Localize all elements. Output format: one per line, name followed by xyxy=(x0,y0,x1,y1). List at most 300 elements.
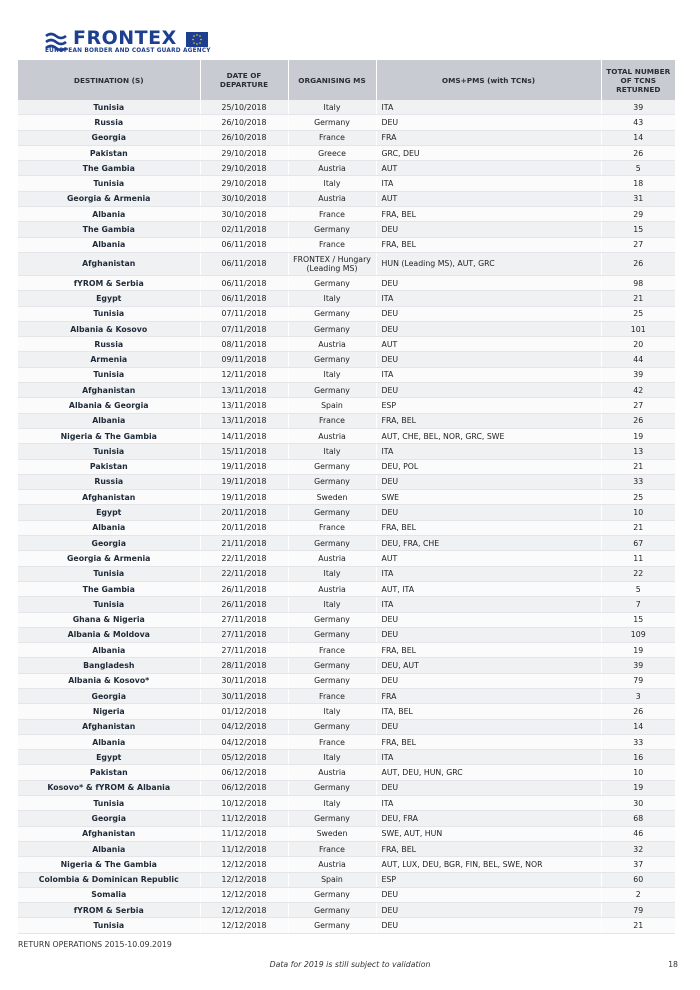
organising-ms-cell: Italy xyxy=(288,176,376,191)
table-row xyxy=(18,291,675,306)
oms-pms-cell: DEU xyxy=(376,321,601,336)
destination-cell: Armenia xyxy=(18,352,200,367)
organising-ms-cell: Germany xyxy=(288,275,376,290)
organising-ms-cell: Italy xyxy=(288,796,376,811)
table-row xyxy=(18,750,675,765)
organising-ms-cell: France xyxy=(288,841,376,856)
table-row xyxy=(18,207,675,222)
date-cell: 06/11/2018 xyxy=(200,252,288,275)
table-row xyxy=(18,719,675,734)
total-cell: 67 xyxy=(601,536,675,551)
total-cell: 37 xyxy=(601,857,675,872)
destination-cell: Pakistan xyxy=(18,145,200,160)
destination-cell: Tunisia xyxy=(18,444,200,459)
date-cell: 27/11/2018 xyxy=(200,627,288,642)
oms-pms-cell: FRA xyxy=(376,688,601,703)
oms-pms-cell: DEU xyxy=(376,222,601,237)
organising-ms-cell: France xyxy=(288,520,376,535)
total-cell: 79 xyxy=(601,903,675,918)
date-cell: 04/12/2018 xyxy=(200,719,288,734)
organising-ms-cell: Italy xyxy=(288,444,376,459)
table-row xyxy=(18,176,675,191)
oms-pms-cell: AUT xyxy=(376,191,601,206)
oms-pms-cell: ITA xyxy=(376,100,601,115)
total-cell: 22 xyxy=(601,566,675,581)
table-row xyxy=(18,337,675,352)
date-cell: 27/11/2018 xyxy=(200,612,288,627)
destination-cell: The Gambia xyxy=(18,161,200,176)
total-cell: 11 xyxy=(601,551,675,566)
destination-cell: Albania & Kosovo* xyxy=(18,673,200,688)
destination-cell: Tunisia xyxy=(18,597,200,612)
organising-ms-cell: Italy xyxy=(288,750,376,765)
oms-pms-cell: FRA, BEL xyxy=(376,207,601,222)
organising-ms-cell: France xyxy=(288,130,376,145)
total-cell: 3 xyxy=(601,688,675,703)
return-operations-table-container xyxy=(18,60,675,934)
total-cell: 33 xyxy=(601,734,675,749)
oms-pms-cell: DEU xyxy=(376,719,601,734)
oms-pms-cell: ITA xyxy=(376,444,601,459)
total-cell: 26 xyxy=(601,145,675,160)
table-row xyxy=(18,627,675,642)
date-cell: 13/11/2018 xyxy=(200,383,288,398)
total-cell: 15 xyxy=(601,222,675,237)
footer-report-title: RETURN OPERATIONS 2015-10.09.2019 xyxy=(18,940,172,949)
destination-cell: The Gambia xyxy=(18,222,200,237)
oms-pms-cell: ESP xyxy=(376,872,601,887)
date-cell: 07/11/2018 xyxy=(200,321,288,336)
oms-pms-cell: DEU xyxy=(376,115,601,130)
organising-ms-cell: Sweden xyxy=(288,826,376,841)
oms-pms-cell: DEU, FRA xyxy=(376,811,601,826)
total-cell: 14 xyxy=(601,719,675,734)
oms-pms-cell: DEU xyxy=(376,505,601,520)
table-row xyxy=(18,352,675,367)
oms-pms-cell: AUT, CHE, BEL, NOR, GRC, SWE xyxy=(376,428,601,443)
oms-pms-cell: DEU xyxy=(376,887,601,902)
destination-cell: Albania & Kosovo xyxy=(18,321,200,336)
oms-pms-cell: AUT xyxy=(376,337,601,352)
table-row xyxy=(18,581,675,596)
total-cell: 42 xyxy=(601,383,675,398)
oms-pms-cell: FRA xyxy=(376,130,601,145)
oms-pms-cell: SWE, AUT, HUN xyxy=(376,826,601,841)
organising-ms-cell: Germany xyxy=(288,222,376,237)
table-row xyxy=(18,857,675,872)
total-cell: 10 xyxy=(601,765,675,780)
table-row xyxy=(18,903,675,918)
oms-pms-cell: DEU xyxy=(376,673,601,688)
date-cell: 25/10/2018 xyxy=(200,100,288,115)
destination-cell: Tunisia xyxy=(18,100,200,115)
total-cell: 98 xyxy=(601,275,675,290)
total-cell: 79 xyxy=(601,673,675,688)
organising-ms-cell: France xyxy=(288,237,376,252)
oms-pms-cell: ESP xyxy=(376,398,601,413)
total-cell: 27 xyxy=(601,398,675,413)
frontex-header xyxy=(45,29,285,57)
total-cell: 25 xyxy=(601,306,675,321)
oms-pms-cell: AUT, ITA xyxy=(376,581,601,596)
table-row xyxy=(18,428,675,443)
oms-pms-cell: HUN (Leading MS), AUT, GRC xyxy=(376,252,601,275)
date-cell: 30/10/2018 xyxy=(200,191,288,206)
total-cell: 27 xyxy=(601,237,675,252)
organising-ms-cell: Germany xyxy=(288,115,376,130)
organising-ms-cell: Germany xyxy=(288,321,376,336)
date-cell: 14/11/2018 xyxy=(200,428,288,443)
column-header-oms-pms: OMS+PMS (with TCNs) xyxy=(376,60,601,100)
oms-pms-cell: ITA xyxy=(376,566,601,581)
organising-ms-cell: Spain xyxy=(288,398,376,413)
organising-ms-cell: Germany xyxy=(288,459,376,474)
column-header-total: TOTAL NUMBER OF TCNS RETURNED xyxy=(601,60,675,100)
destination-cell: Bangladesh xyxy=(18,658,200,673)
footer-validation-note: Data for 2019 is still subject to validation xyxy=(269,960,431,969)
oms-pms-cell: AUT xyxy=(376,551,601,566)
oms-pms-cell: AUT xyxy=(376,161,601,176)
total-cell: 5 xyxy=(601,161,675,176)
organising-ms-cell: Germany xyxy=(288,474,376,489)
oms-pms-cell: AUT, DEU, HUN, GRC xyxy=(376,765,601,780)
table-row xyxy=(18,597,675,612)
destination-cell: Kosovo* & fYROM & Albania xyxy=(18,780,200,795)
total-cell: 43 xyxy=(601,115,675,130)
table-row xyxy=(18,765,675,780)
date-cell: 12/12/2018 xyxy=(200,857,288,872)
total-cell: 39 xyxy=(601,100,675,115)
oms-pms-cell: AUT, LUX, DEU, BGR, FIN, BEL, SWE, NOR xyxy=(376,857,601,872)
logo-name: FRONTEX xyxy=(73,27,177,49)
destination-cell: Georgia xyxy=(18,811,200,826)
total-cell: 25 xyxy=(601,490,675,505)
destination-cell: Tunisia xyxy=(18,566,200,581)
oms-pms-cell: DEU xyxy=(376,903,601,918)
organising-ms-cell: France xyxy=(288,688,376,703)
table-row xyxy=(18,459,675,474)
destination-cell: fYROM & Serbia xyxy=(18,275,200,290)
table-row xyxy=(18,566,675,581)
date-cell: 12/12/2018 xyxy=(200,903,288,918)
total-cell: 19 xyxy=(601,428,675,443)
oms-pms-cell: FRA, BEL xyxy=(376,643,601,658)
oms-pms-cell: FRA, BEL xyxy=(376,237,601,252)
destination-cell: Colombia & Dominican Republic xyxy=(18,872,200,887)
total-cell: 21 xyxy=(601,291,675,306)
total-cell: 5 xyxy=(601,581,675,596)
organising-ms-cell: Italy xyxy=(288,704,376,719)
table-row xyxy=(18,673,675,688)
date-cell: 20/11/2018 xyxy=(200,520,288,535)
total-cell: 68 xyxy=(601,811,675,826)
destination-cell: Afghanistan xyxy=(18,490,200,505)
table-row xyxy=(18,100,675,115)
table-row xyxy=(18,811,675,826)
table-row xyxy=(18,796,675,811)
oms-pms-cell: DEU xyxy=(376,352,601,367)
date-cell: 13/11/2018 xyxy=(200,413,288,428)
organising-ms-cell: Italy xyxy=(288,566,376,581)
destination-cell: Nigeria & The Gambia xyxy=(18,857,200,872)
table-row xyxy=(18,536,675,551)
table-row xyxy=(18,704,675,719)
destination-cell: Egypt xyxy=(18,750,200,765)
table-header-row xyxy=(18,60,675,100)
organising-ms-cell: Italy xyxy=(288,291,376,306)
date-cell: 11/12/2018 xyxy=(200,811,288,826)
table-row xyxy=(18,237,675,252)
table-row xyxy=(18,306,675,321)
total-cell: 15 xyxy=(601,612,675,627)
eu-flag-icon xyxy=(186,32,208,47)
date-cell: 19/11/2018 xyxy=(200,474,288,489)
total-cell: 13 xyxy=(601,444,675,459)
oms-pms-cell: DEU xyxy=(376,612,601,627)
total-cell: 19 xyxy=(601,780,675,795)
organising-ms-cell: Germany xyxy=(288,658,376,673)
date-cell: 12/12/2018 xyxy=(200,887,288,902)
organising-ms-cell: France xyxy=(288,643,376,658)
date-cell: 06/12/2018 xyxy=(200,765,288,780)
destination-cell: Russia xyxy=(18,474,200,489)
table-row xyxy=(18,887,675,902)
date-cell: 22/11/2018 xyxy=(200,566,288,581)
date-cell: 30/11/2018 xyxy=(200,673,288,688)
table-row xyxy=(18,161,675,176)
oms-pms-cell: SWE xyxy=(376,490,601,505)
organising-ms-cell: Greece xyxy=(288,145,376,160)
oms-pms-cell: DEU xyxy=(376,383,601,398)
date-cell: 26/10/2018 xyxy=(200,115,288,130)
total-cell: 19 xyxy=(601,643,675,658)
organising-ms-cell: Austria xyxy=(288,337,376,352)
organising-ms-cell: France xyxy=(288,734,376,749)
organising-ms-cell: Austria xyxy=(288,581,376,596)
oms-pms-cell: DEU xyxy=(376,627,601,642)
table-row xyxy=(18,658,675,673)
total-cell: 101 xyxy=(601,321,675,336)
table-row xyxy=(18,505,675,520)
destination-cell: Egypt xyxy=(18,291,200,306)
date-cell: 26/10/2018 xyxy=(200,130,288,145)
destination-cell: Albania xyxy=(18,841,200,856)
date-cell: 19/11/2018 xyxy=(200,459,288,474)
date-cell: 21/11/2018 xyxy=(200,536,288,551)
destination-cell: Albania xyxy=(18,520,200,535)
table-row xyxy=(18,688,675,703)
organising-ms-cell: Germany xyxy=(288,811,376,826)
oms-pms-cell: DEU xyxy=(376,275,601,290)
date-cell: 01/12/2018 xyxy=(200,704,288,719)
destination-cell: Afghanistan xyxy=(18,252,200,275)
table-row xyxy=(18,191,675,206)
date-cell: 28/11/2018 xyxy=(200,658,288,673)
date-cell: 13/11/2018 xyxy=(200,398,288,413)
date-cell: 02/11/2018 xyxy=(200,222,288,237)
destination-cell: Albania xyxy=(18,643,200,658)
date-cell: 10/12/2018 xyxy=(200,796,288,811)
total-cell: 39 xyxy=(601,367,675,382)
destination-cell: Nigeria & The Gambia xyxy=(18,428,200,443)
destination-cell: Albania & Georgia xyxy=(18,398,200,413)
date-cell: 30/10/2018 xyxy=(200,207,288,222)
organising-ms-cell: Austria xyxy=(288,161,376,176)
page-number: 18 xyxy=(668,960,678,969)
date-cell: 11/12/2018 xyxy=(200,841,288,856)
date-cell: 07/11/2018 xyxy=(200,306,288,321)
table-row xyxy=(18,275,675,290)
table-row xyxy=(18,520,675,535)
oms-pms-cell: ITA xyxy=(376,367,601,382)
destination-cell: Tunisia xyxy=(18,306,200,321)
oms-pms-cell: ITA xyxy=(376,176,601,191)
date-cell: 22/11/2018 xyxy=(200,551,288,566)
date-cell: 06/11/2018 xyxy=(200,291,288,306)
total-cell: 109 xyxy=(601,627,675,642)
destination-cell: Afghanistan xyxy=(18,383,200,398)
total-cell: 29 xyxy=(601,207,675,222)
organising-ms-cell: Spain xyxy=(288,872,376,887)
date-cell: 29/10/2018 xyxy=(200,145,288,160)
table-row xyxy=(18,780,675,795)
logo-subtitle: EUROPEAN BORDER AND COAST GUARD AGENCY xyxy=(45,48,211,54)
total-cell: 26 xyxy=(601,704,675,719)
organising-ms-cell: FRONTEX / Hungary (Leading MS) xyxy=(288,252,376,275)
total-cell: 46 xyxy=(601,826,675,841)
organising-ms-cell: France xyxy=(288,207,376,222)
destination-cell: Somalia xyxy=(18,887,200,902)
total-cell: 30 xyxy=(601,796,675,811)
date-cell: 09/11/2018 xyxy=(200,352,288,367)
destination-cell: Tunisia xyxy=(18,796,200,811)
total-cell: 20 xyxy=(601,337,675,352)
table-row xyxy=(18,872,675,887)
date-cell: 12/11/2018 xyxy=(200,367,288,382)
destination-cell: Russia xyxy=(18,337,200,352)
oms-pms-cell: DEU xyxy=(376,918,601,933)
organising-ms-cell: Italy xyxy=(288,597,376,612)
table-row xyxy=(18,413,675,428)
organising-ms-cell: Italy xyxy=(288,367,376,382)
date-cell: 26/11/2018 xyxy=(200,597,288,612)
oms-pms-cell: DEU xyxy=(376,306,601,321)
organising-ms-cell: Italy xyxy=(288,100,376,115)
total-cell: 14 xyxy=(601,130,675,145)
total-cell: 7 xyxy=(601,597,675,612)
destination-cell: Afghanistan xyxy=(18,826,200,841)
destination-cell: fYROM & Serbia xyxy=(18,903,200,918)
oms-pms-cell: FRA, BEL xyxy=(376,413,601,428)
total-cell: 39 xyxy=(601,658,675,673)
organising-ms-cell: Germany xyxy=(288,536,376,551)
total-cell: 44 xyxy=(601,352,675,367)
organising-ms-cell: Austria xyxy=(288,191,376,206)
table-row xyxy=(18,826,675,841)
destination-cell: Georgia & Armenia xyxy=(18,551,200,566)
organising-ms-cell: Germany xyxy=(288,887,376,902)
table-row xyxy=(18,474,675,489)
destination-cell: Pakistan xyxy=(18,459,200,474)
table-row xyxy=(18,367,675,382)
destination-cell: Tunisia xyxy=(18,176,200,191)
organising-ms-cell: France xyxy=(288,413,376,428)
organising-ms-cell: Germany xyxy=(288,612,376,627)
table-row xyxy=(18,734,675,749)
oms-pms-cell: FRA, BEL xyxy=(376,520,601,535)
destination-cell: Pakistan xyxy=(18,765,200,780)
oms-pms-cell: DEU, FRA, CHE xyxy=(376,536,601,551)
total-cell: 26 xyxy=(601,252,675,275)
organising-ms-cell: Germany xyxy=(288,627,376,642)
table-row xyxy=(18,145,675,160)
destination-cell: Albania xyxy=(18,237,200,252)
column-header-date: DATE OF DEPARTURE xyxy=(200,60,288,100)
date-cell: 19/11/2018 xyxy=(200,490,288,505)
destination-cell: Nigeria xyxy=(18,704,200,719)
column-header-organising-ms: ORGANISING MS xyxy=(288,60,376,100)
table-row xyxy=(18,130,675,145)
total-cell: 21 xyxy=(601,918,675,933)
table-row xyxy=(18,551,675,566)
destination-cell: The Gambia xyxy=(18,581,200,596)
oms-pms-cell: DEU xyxy=(376,474,601,489)
total-cell: 10 xyxy=(601,505,675,520)
total-cell: 21 xyxy=(601,520,675,535)
organising-ms-cell: Germany xyxy=(288,719,376,734)
destination-cell: Georgia & Armenia xyxy=(18,191,200,206)
date-cell: 15/11/2018 xyxy=(200,444,288,459)
date-cell: 04/12/2018 xyxy=(200,734,288,749)
destination-cell: Egypt xyxy=(18,505,200,520)
date-cell: 29/10/2018 xyxy=(200,176,288,191)
table-row xyxy=(18,321,675,336)
destination-cell: Albania & Moldova xyxy=(18,627,200,642)
table-row xyxy=(18,115,675,130)
total-cell: 33 xyxy=(601,474,675,489)
date-cell: 06/11/2018 xyxy=(200,275,288,290)
organising-ms-cell: Germany xyxy=(288,780,376,795)
date-cell: 29/10/2018 xyxy=(200,161,288,176)
oms-pms-cell: FRA, BEL xyxy=(376,841,601,856)
total-cell: 2 xyxy=(601,887,675,902)
date-cell: 26/11/2018 xyxy=(200,581,288,596)
oms-pms-cell: ITA xyxy=(376,796,601,811)
oms-pms-cell: DEU, AUT xyxy=(376,658,601,673)
total-cell: 26 xyxy=(601,413,675,428)
total-cell: 32 xyxy=(601,841,675,856)
organising-ms-cell: Austria xyxy=(288,857,376,872)
destination-cell: Albania xyxy=(18,734,200,749)
date-cell: 20/11/2018 xyxy=(200,505,288,520)
organising-ms-cell: Sweden xyxy=(288,490,376,505)
organising-ms-cell: Germany xyxy=(288,505,376,520)
organising-ms-cell: Germany xyxy=(288,306,376,321)
column-header-destination: DESTINATION (S) xyxy=(18,60,200,100)
destination-cell: Georgia xyxy=(18,536,200,551)
date-cell: 30/11/2018 xyxy=(200,688,288,703)
oms-pms-cell: ITA xyxy=(376,291,601,306)
total-cell: 31 xyxy=(601,191,675,206)
oms-pms-cell: ITA xyxy=(376,750,601,765)
organising-ms-cell: Germany xyxy=(288,383,376,398)
organising-ms-cell: Germany xyxy=(288,918,376,933)
total-cell: 18 xyxy=(601,176,675,191)
destination-cell: Tunisia xyxy=(18,918,200,933)
total-cell: 21 xyxy=(601,459,675,474)
oms-pms-cell: ITA, BEL xyxy=(376,704,601,719)
total-cell: 60 xyxy=(601,872,675,887)
